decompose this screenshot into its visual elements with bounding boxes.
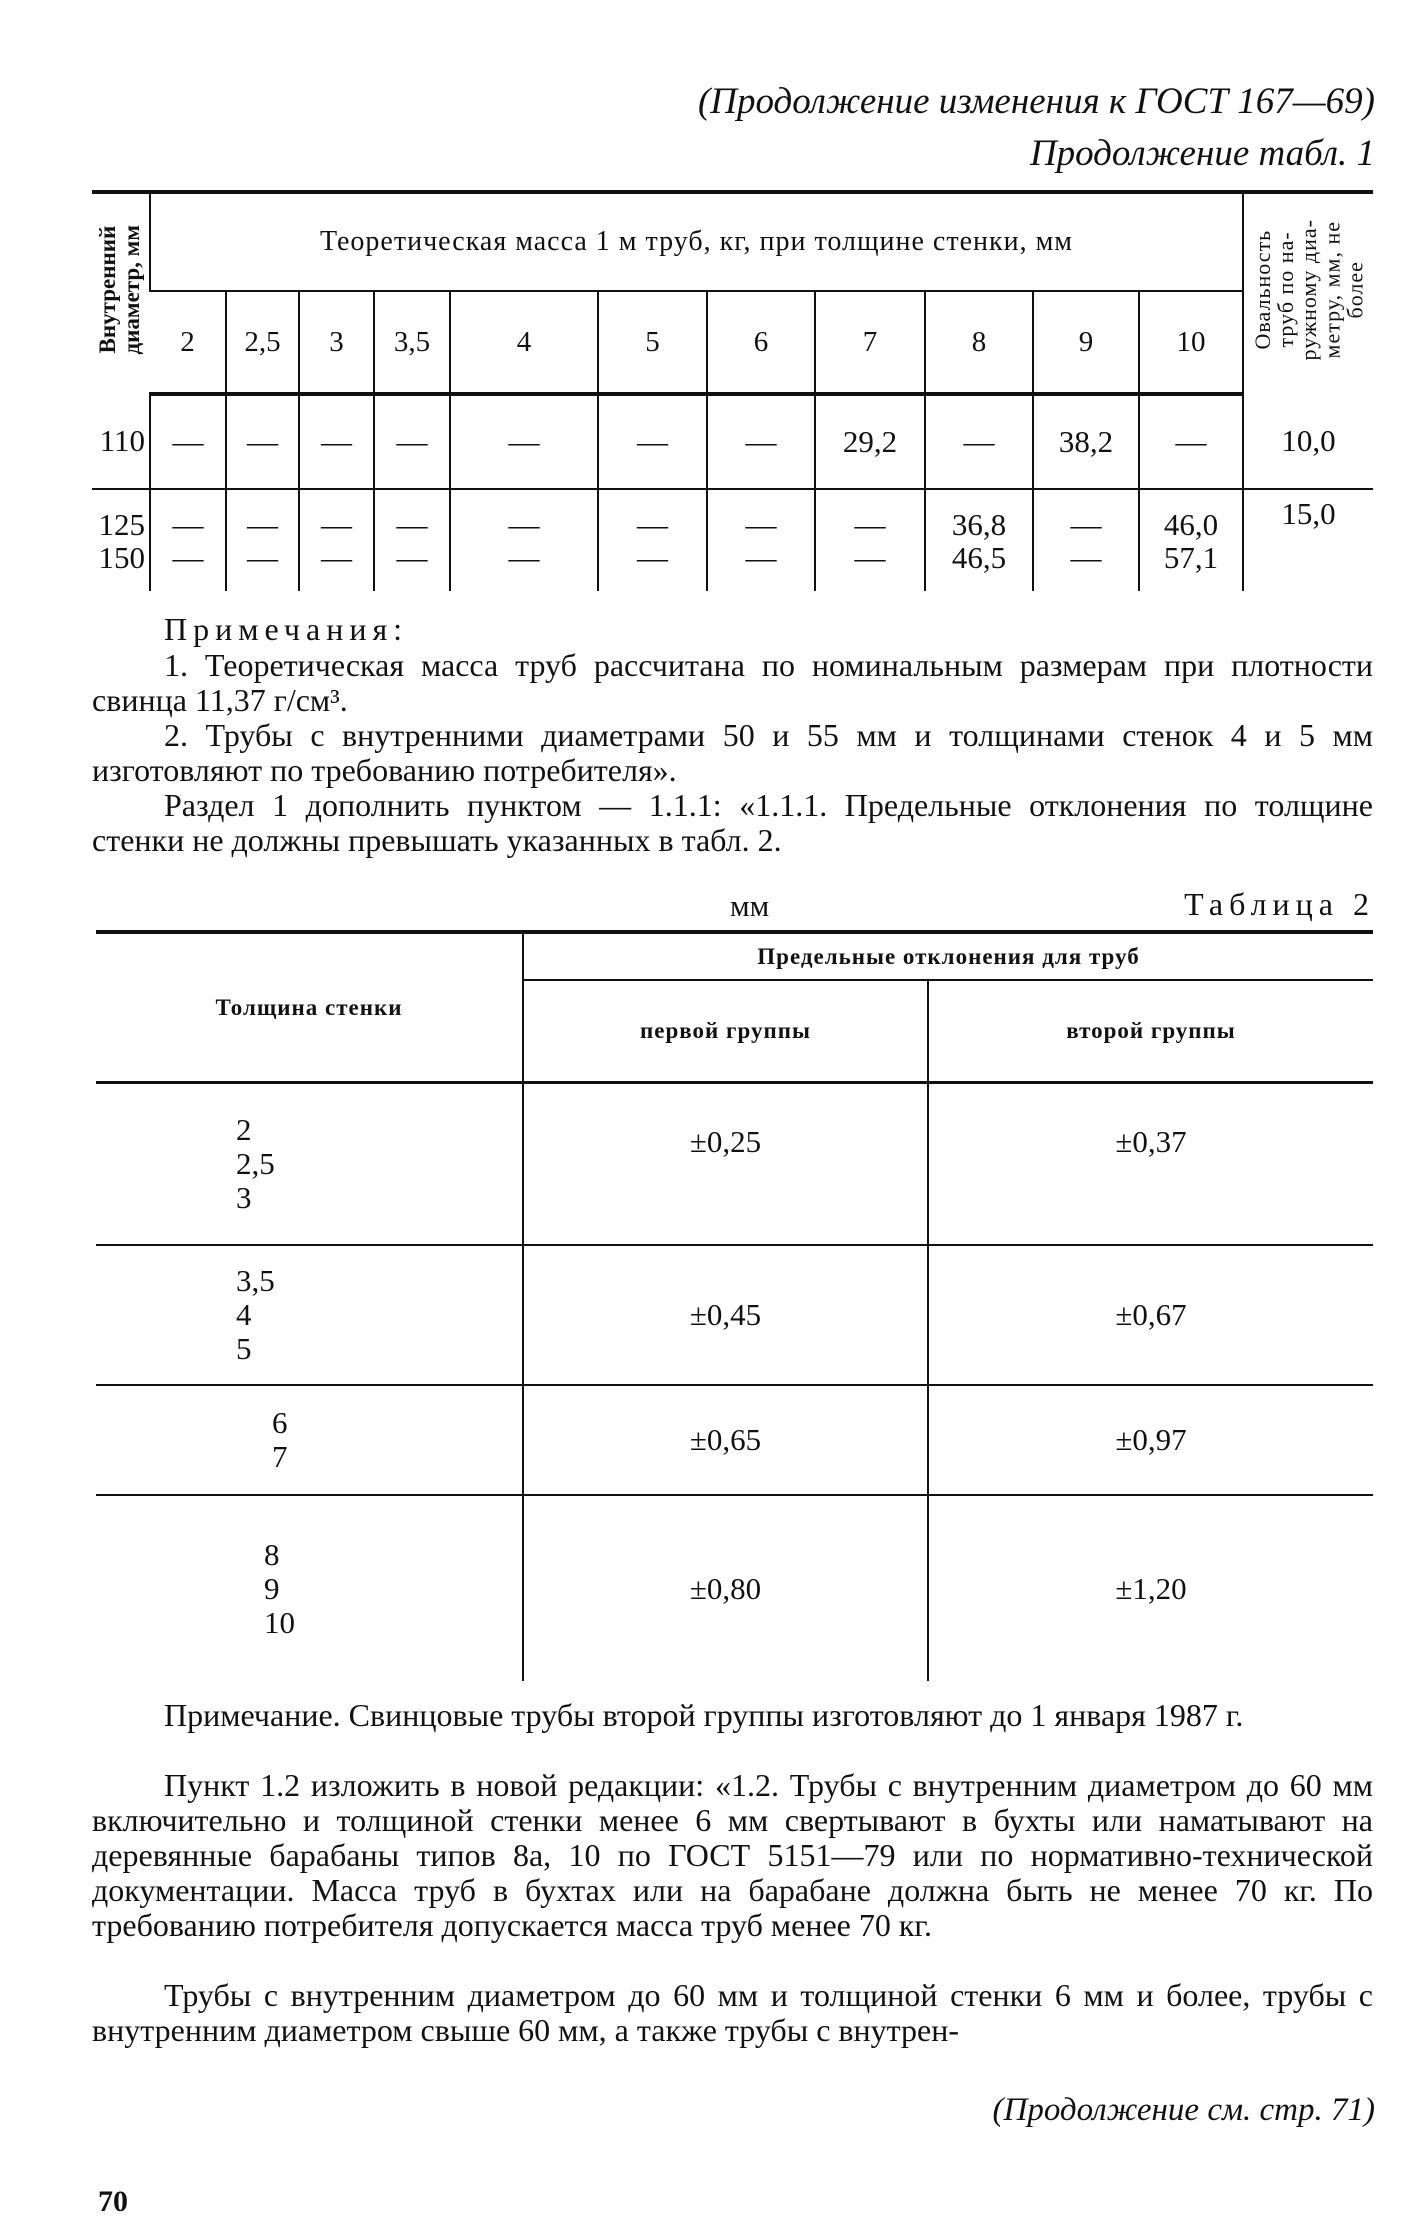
table-row bbox=[96, 1495, 1373, 1681]
table-row bbox=[96, 1245, 1373, 1385]
mass-cell: — bbox=[854, 506, 886, 542]
second-group-header: второй группы bbox=[928, 980, 1373, 1083]
table-continuation-label: Продолжение табл. 1 bbox=[1029, 133, 1375, 174]
mass-cell: 38,2 bbox=[1033, 394, 1139, 489]
table-1 bbox=[92, 190, 1373, 591]
thickness-col: 6 bbox=[707, 291, 815, 394]
table-row bbox=[92, 489, 1373, 591]
table2-title: Таблица 2 bbox=[1184, 886, 1375, 922]
table-row bbox=[96, 1385, 1373, 1495]
mass-cell: — bbox=[247, 506, 278, 542]
thickness-value: 4 bbox=[236, 1297, 252, 1332]
mass-cell: — bbox=[1070, 539, 1102, 575]
mass-cell: 46,5 bbox=[951, 539, 1007, 575]
mass-cell: — bbox=[321, 539, 352, 575]
table2-unit: мм bbox=[730, 888, 770, 923]
section-addition: Раздел 1 дополнить пунктом — 1.1.1: «1.1.1. Предельные отклонения по толщине стенки не должны превышать указанных в табл. 2. bbox=[92, 787, 1373, 858]
table-row bbox=[92, 394, 1373, 489]
second-group-deviation: ±0,97 bbox=[928, 1385, 1373, 1495]
mass-cell: — bbox=[226, 394, 299, 489]
thickness-col: 2 bbox=[150, 291, 226, 394]
mass-cell: — bbox=[854, 539, 886, 575]
paragraph-1-2: Пункт 1.2 изложить в новой редакции: «1.2. Трубы с внутренним диаметром до 60 мм включительно и толщиной стенки менее 6 мм свертывают в бухты или наматывают на деревянные барабаны типов 8а, 10 по ГОСТ 5151—79 или по нормативно-технической документации. Масса труб в бухтах или на барабане должна быть не менее 70 кг. По требованию потребителя допускается масса труб менее 70 кг. bbox=[92, 1767, 1373, 1943]
mass-cell: 46,0 bbox=[1163, 506, 1219, 542]
ovality-header: Овальность труб по на- ружному диа- метру, мм, не более bbox=[1249, 219, 1368, 361]
thickness-col: 3 bbox=[299, 291, 374, 394]
first-group-deviation: ±0,45 bbox=[523, 1245, 928, 1385]
thickness-value: 5 bbox=[236, 1331, 252, 1366]
diameter-cell: 110 bbox=[92, 394, 150, 489]
second-group-deviation: ±1,20 bbox=[928, 1495, 1373, 1681]
mass-cell: — bbox=[707, 394, 815, 489]
note-2: 2. Трубы с внутренними диаметрами 50 и 55 мм и толщинами стенок 4 и 5 мм изготовляют по требованию потребителя». bbox=[92, 717, 1373, 788]
table-2 bbox=[96, 930, 1373, 1681]
thickness-col: 7 bbox=[815, 291, 925, 394]
thickness-value: 6 bbox=[272, 1405, 288, 1440]
mass-cell: — bbox=[508, 539, 540, 575]
mass-cell: — bbox=[396, 506, 428, 542]
thickness-col: 2,5 bbox=[226, 291, 299, 394]
mass-cell: — bbox=[925, 394, 1033, 489]
thickness-col: 3,5 bbox=[374, 291, 450, 394]
mass-cell: 36,8 bbox=[951, 506, 1007, 542]
wall-thickness-header: Толщина стенки bbox=[96, 932, 523, 1083]
table-row bbox=[96, 1083, 1373, 1246]
mass-cell: — bbox=[172, 539, 204, 575]
mass-cell: — bbox=[1139, 394, 1243, 489]
ovality-cell: 15,0 bbox=[1243, 489, 1373, 591]
mass-cell: 57,1 bbox=[1163, 539, 1219, 575]
mass-cell: — bbox=[637, 506, 668, 542]
notes-title: Примечания: bbox=[164, 611, 409, 647]
mass-cell: — bbox=[172, 506, 204, 542]
thickness-col: 9 bbox=[1033, 291, 1139, 394]
thickness-value: 2,5 bbox=[236, 1146, 275, 1181]
diameter-cell: 125 bbox=[98, 506, 145, 542]
deviation-group-header: Предельные отклонения для труб bbox=[523, 932, 1373, 980]
diameter-cell: 150 bbox=[98, 539, 145, 575]
mass-cell: — bbox=[299, 394, 374, 489]
thickness-value: 7 bbox=[272, 1439, 288, 1474]
mass-cell: — bbox=[1070, 506, 1102, 542]
mass-cell: — bbox=[450, 394, 598, 489]
paragraph-tubes: Трубы с внутренним диаметром до 60 мм и толщиной стенки 6 мм и более, трубы с внутренним диаметром свыше 60 мм, а также трубы с внутрен- bbox=[92, 1977, 1373, 2048]
thickness-col: 5 bbox=[598, 291, 707, 394]
first-group-deviation: ±0,80 bbox=[523, 1495, 928, 1681]
ovality-cell: 10,0 bbox=[1243, 394, 1373, 489]
mass-cell: — bbox=[745, 539, 777, 575]
mass-cell: — bbox=[598, 394, 707, 489]
first-group-deviation: ±0,25 bbox=[523, 1083, 928, 1246]
thickness-value: 2 bbox=[236, 1112, 252, 1147]
page-number: 70 bbox=[98, 2185, 128, 2218]
footer-continuation: (Продолжение см. стр. 71) bbox=[992, 2092, 1375, 2128]
mass-cell: — bbox=[321, 506, 352, 542]
mass-cell: — bbox=[396, 539, 428, 575]
thickness-value: 9 bbox=[264, 1570, 280, 1606]
mass-group-header: Теоретическая масса 1 м труб, кг, при толщине стенки, мм bbox=[150, 192, 1243, 291]
thickness-value: 3,5 bbox=[236, 1263, 275, 1298]
inner-diameter-header: Внутренний диаметр, мм bbox=[95, 225, 145, 355]
header-continuation: (Продолжение изменения к ГОСТ 167—69) bbox=[697, 81, 1375, 122]
mass-cell: 29,2 bbox=[815, 394, 925, 489]
mass-cell: — bbox=[150, 394, 226, 489]
mass-cell: — bbox=[247, 539, 278, 575]
mass-cell: — bbox=[508, 506, 540, 542]
thickness-value: 8 bbox=[264, 1536, 280, 1572]
thickness-value: 10 bbox=[264, 1604, 295, 1640]
thickness-col: 8 bbox=[925, 291, 1033, 394]
mass-cell: — bbox=[374, 394, 450, 489]
second-group-deviation: ±0,37 bbox=[928, 1083, 1373, 1246]
note-1: 1. Теоретическая масса труб рассчитана по номинальным размерам при плотности свинца 11,37 г/см³. bbox=[92, 647, 1373, 718]
first-group-header: первой группы bbox=[523, 980, 928, 1083]
mass-cell: — bbox=[637, 539, 668, 575]
table2-note: Примечание. Свинцовые трубы второй группы изготовляют до 1 января 1987 г. bbox=[164, 1697, 1244, 1733]
thickness-value: 3 bbox=[236, 1180, 252, 1215]
mass-cell: — bbox=[745, 506, 777, 542]
thickness-col: 10 bbox=[1139, 291, 1243, 394]
thickness-col: 4 bbox=[450, 291, 598, 394]
first-group-deviation: ±0,65 bbox=[523, 1385, 928, 1495]
second-group-deviation: ±0,67 bbox=[928, 1245, 1373, 1385]
